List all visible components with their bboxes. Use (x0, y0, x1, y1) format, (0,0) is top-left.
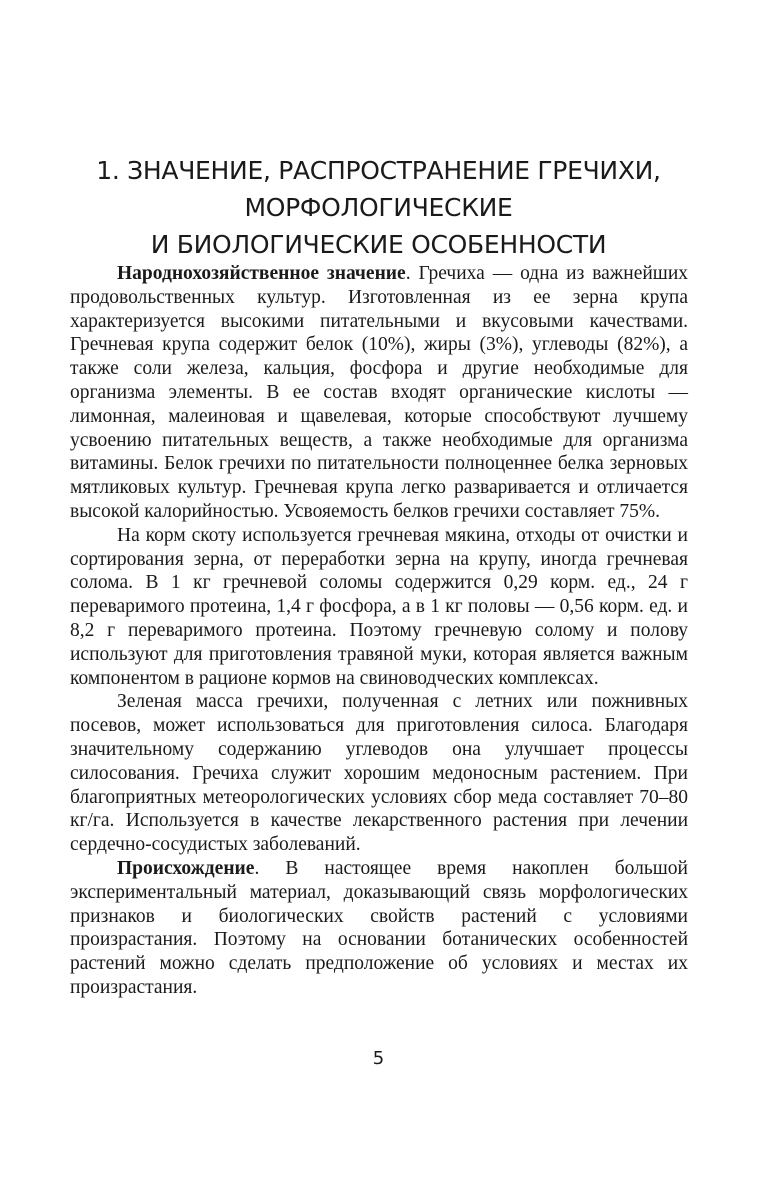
paragraph-text: . Гречиха — одна из важнейших продовольственных культур. Изготовленная из ее зерна крупа характеризуется высокими питательными и вкусовыми качествами. Гречневая крупа содержит белок (10%), жиры (3%), углеводы (82%), а также соли железа, кальция, фосфора и другие необходимые для организма элементы. В ее состав входят органические кислоты — лимонная, малеиновая и щавелевая, которые способствуют лучшему усвоению питательных веществ, а также необходимые для организма витамины. Белок гречихи по питательности полноценнее белка зерновых мятликовых культур. Гречневая крупа легко разваривается и отличается высокой калорийностью. Усвояемость белков гречихи составляет 75%. (70, 263, 689, 522)
page-number: 5 (372, 1048, 385, 1069)
body-text (70, 262, 688, 1000)
chapter-title-line: И БИОЛОГИЧЕСКИЕ ОСОБЕННОСТИ (150, 230, 607, 259)
paragraph-text: Зеленая масса гречихи, полученная с летних или пожнивных посевов, может использоваться для приготовления силоса. Благодаря значительному содержанию углеводов она улучшает процессы силосования. Гречиха служит хорошим медоносным растением. При благоприятных метеорологических условиях сбор меда составляет 70–80 кг/га. Используется в качестве лекарственного растения при лечении сердечно-сосудистых заболеваний. (70, 691, 688, 856)
chapter-title-line: 1. ЗНАЧЕНИЕ, РАСПРОСТРАНЕНИЕ ГРЕЧИХИ, (96, 156, 661, 185)
paragraph-lead: Происхождение (117, 857, 255, 879)
paragraph-economic-value (70, 262, 688, 524)
chapter-title (60, 152, 697, 263)
paragraph-green-mass (70, 690, 688, 857)
paragraph-text: На корм скоту используется гречневая мякина, отходы от очистки и сортирования зерна, от переработки зерна на крупу, иногда гречневая солома. В 1 кг гречневой соломы содержится 0,29 корм. ед., 24 г переваримого протеина, 1,4 г фосфора, а в 1 кг половы — 0,56 корм. ед. и 8,2 г переваримого протеина. Поэтому гречневую солому и полову используют для приготовления травяной муки, которая является важным компонентом в рационе кормов на свиноводческих комплексах. (70, 524, 688, 689)
paragraph-feed (70, 524, 688, 691)
paragraph-text: . В настоящее время накоплен большой экспериментальный материал, доказывающий связь морфологических признаков и биологических свойств растений с условиями произрастания. Поэтому на основании ботанических особенностей растений можно сделать предположение об условиях и местах их произрастания. (70, 857, 688, 998)
chapter-title-line: МОРФОЛОГИЧЕСКИЕ (244, 193, 513, 222)
paragraph-origin (70, 857, 688, 1000)
paragraph-lead: Народнохозяйственное значение (117, 263, 406, 284)
